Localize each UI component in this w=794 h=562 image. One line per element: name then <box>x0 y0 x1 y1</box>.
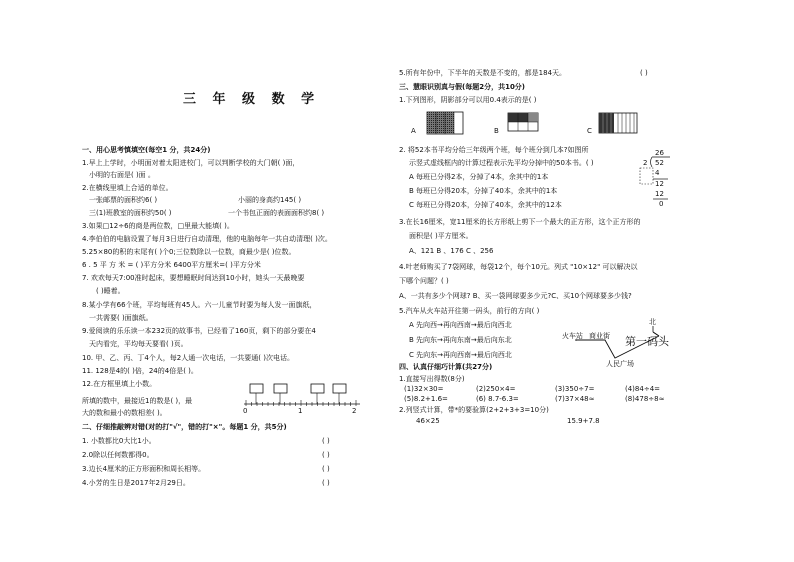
map-square-label: 人民广场 <box>606 360 634 368</box>
nl-label-1: 1 <box>298 407 303 415</box>
question-3: 3.如果□12÷6的商是两位数，□里最大能填( )。 <box>82 222 234 230</box>
calc-1-item-7: (7)37×48≈ <box>555 395 595 403</box>
question-2c: 三(1)班教室的面积约50( ) <box>89 209 172 217</box>
division-divisor: 2 <box>643 159 648 167</box>
nl-label-2: 2 <box>352 407 357 415</box>
choice-3-options: A、121 B 、176 C 、256 <box>409 247 494 255</box>
page-title: 三 年 级 数 学 <box>183 92 321 107</box>
map-north-label: 北 <box>649 318 656 326</box>
map-dock-label: 第一码头 <box>625 335 669 348</box>
choice-2-option-c: C 每班已分得20本，分掉了40本，余其中的12本 <box>409 201 562 209</box>
section-2-heading: 二、仔细推敲辨对错(对的打"√"，错的打"×"。每题1 分，共5分) <box>82 423 287 431</box>
option-a-label: A <box>411 127 416 135</box>
judge-2-answer[interactable]: ( ) <box>322 451 330 459</box>
section-4-heading: 四、认真仔细巧计算(共27分) <box>399 363 493 371</box>
question-9b: 天内看完，平均每天要看( )页。 <box>89 340 188 348</box>
question-2d: 一个书包正面的表面面积约8( ) <box>228 209 325 217</box>
division-lines <box>640 157 670 207</box>
choice-3a: 3.在长16厘米，宽11厘米的长方形纸上剪下一个最大的正方形，这个正方形的 <box>399 218 641 226</box>
choice-5: 5.汽车从火车站开往第一码头，前行的方向( ) <box>399 307 540 315</box>
question-5: 5.25×80的积的末尾有( )个0;三位数除以一位数，商最少是( )位数。 <box>82 248 296 256</box>
calc-2-item-2: 15.9+7.8 <box>567 417 600 425</box>
option-c-label: C <box>587 127 592 135</box>
choice-2-option-a: A 每班已分得2本，分掉了4本，余其中的1本 <box>409 173 549 181</box>
question-12a: 所填的数中，最接近1的数是( )，最 <box>82 397 193 405</box>
division-remainder: 0 <box>659 200 664 208</box>
choice-4-options: A、一共有多少个网球? B、买一袋网球要多少元?C、买10个网球要多少钱? <box>399 292 632 300</box>
division-step-2: 12 <box>655 180 664 188</box>
division-step-3: 12 <box>655 190 664 198</box>
judge-3-answer[interactable]: ( ) <box>322 465 330 473</box>
calc-1-item-5: (5)8.2+1.6= <box>404 395 448 403</box>
judge-1: 1. 小数都比0大比1小。 <box>82 437 156 445</box>
nl-label-0: 0 <box>243 407 248 415</box>
division-quotient: 26 <box>655 149 664 157</box>
choice-3b: 面积是( )平方厘米。 <box>409 232 473 240</box>
question-2a: 一张邮票的面积约6( ) <box>89 196 158 204</box>
choice-2a: 2. 将52本书平均分给三年级两个班，每个班分到几本?如图所 <box>399 146 589 154</box>
calc-1-heading: 1.直接写出得数(8分) <box>399 375 465 383</box>
answer-box-2 <box>274 384 287 393</box>
calc-1-item-8: (8)478÷8≈ <box>625 395 665 403</box>
question-1a: 1.早上上学时，小明面对着太阳进校门，可以判断学校的大门朝( )面， <box>82 159 300 167</box>
question-8a: 8.某小学有66个班，平均每班有45人。六一儿童节时要为每人发一面旗纸， <box>82 301 317 309</box>
division-step-1: 4 <box>655 169 660 177</box>
question-4: 4.李伯伯的电脑设置了每月3日进行自动清理，他的电脑每年一共自动清理( )次。 <box>82 235 332 243</box>
calc-1-item-3: (3)350÷7= <box>555 385 595 393</box>
calc-1-item-2: (2)250×4= <box>476 385 516 393</box>
choice-2b: 示竖式虚线框内的计算过程表示先平均分掉中的50本书。( ) <box>409 159 594 167</box>
choice-5-option-c: C 先向东→再向西南→最后向西北 <box>409 351 512 359</box>
figure-c <box>599 113 637 133</box>
map-street-label: 商业街 <box>589 332 610 340</box>
judge-4: 4.小芳的生日是2017年2月29日。 <box>82 479 190 487</box>
option-b-label: B <box>494 127 499 135</box>
figure-b <box>508 113 538 131</box>
choice-2-option-b: B 每班已分得20本，分掉了40本，余其中的1本 <box>409 187 558 195</box>
question-1b: 小明的右面是( )面 。 <box>89 171 155 179</box>
answer-box-1 <box>250 384 263 393</box>
question-7a: 7. 欢欢每天7:00准时起床，要想睡眠时间达到10小时，她头一天最晚要 <box>82 274 305 282</box>
choice-1: 1.下列图形，阴影部分可以用0.4表示的是( ) <box>399 96 537 104</box>
judge-5-answer[interactable]: ( ) <box>640 69 648 77</box>
question-12b: 大的数和最小的数相差( )。 <box>82 409 167 417</box>
question-7b: ( )睡着。 <box>96 287 125 295</box>
choice-4b: 下哪个问题？( ) <box>399 277 449 285</box>
judge-3: 3.边长4厘米的正方形面积和周长相等。 <box>82 465 206 473</box>
calc-1-item-1: (1)32×30= <box>404 385 444 393</box>
choice-5-option-a: A 先向西→再向西南→最后向西北 <box>409 321 512 329</box>
question-11: 11. 128是4的( )倍，24的4倍是( )。 <box>82 367 198 375</box>
question-12: 12.在方框里填上小数。 <box>82 380 157 388</box>
section-1-heading: 一、用心思考慎填空(每空1 分，共24分) <box>82 146 211 154</box>
figure-a <box>427 112 463 134</box>
answer-box-3 <box>311 384 324 393</box>
calc-2-item-1: 46×25 <box>416 417 440 425</box>
judge-2: 2.0除以任何数都得0。 <box>82 451 154 459</box>
choice-4a: 4.叶老师购买了7袋网球，每袋12个，每个10元。列式 "10×12" 可以解决以 <box>399 263 638 271</box>
map-station-label: 火车站 <box>562 332 583 340</box>
question-6: 6 . 5 平 方 米 = ( )平方分米 6400平方厘米=( )平方分米 <box>82 261 261 269</box>
question-2b: 小丽的身高约145( ) <box>238 196 302 204</box>
answer-box-4 <box>333 384 346 393</box>
judge-5: 5.所有年份中，下半年的天数是不变的，都是184天。 <box>399 69 567 77</box>
question-8b: 一共需要( )面旗纸。 <box>89 314 153 322</box>
division-dividend: 52 <box>655 159 664 167</box>
question-2: 2.在横线里填上合适的单位。 <box>82 184 173 192</box>
question-10: 10. 甲、乙、丙、丁4个人，每2人通一次电话，一共要通( )次电话。 <box>82 354 294 362</box>
calc-1-item-6: (6) 8.7-6.3= <box>476 395 519 403</box>
judge-1-answer[interactable]: ( ) <box>322 437 330 445</box>
section-3-heading: 三、慧眼识别真与假(每题2分，共10分) <box>399 83 526 91</box>
choice-5-option-b: B 先向东→再向东南→最后向东北 <box>409 336 512 344</box>
judge-4-answer[interactable]: ( ) <box>322 479 330 487</box>
calc-2-heading: 2.列竖式计算，带*的要验算(2+2+3+3=10分) <box>399 406 549 414</box>
question-9a: 9.爱阅读的乐乐读一本232页的故事书，已经看了160页，剩下的部分要在4 <box>82 327 316 335</box>
calc-1-item-4: (4)84÷4= <box>625 385 661 393</box>
